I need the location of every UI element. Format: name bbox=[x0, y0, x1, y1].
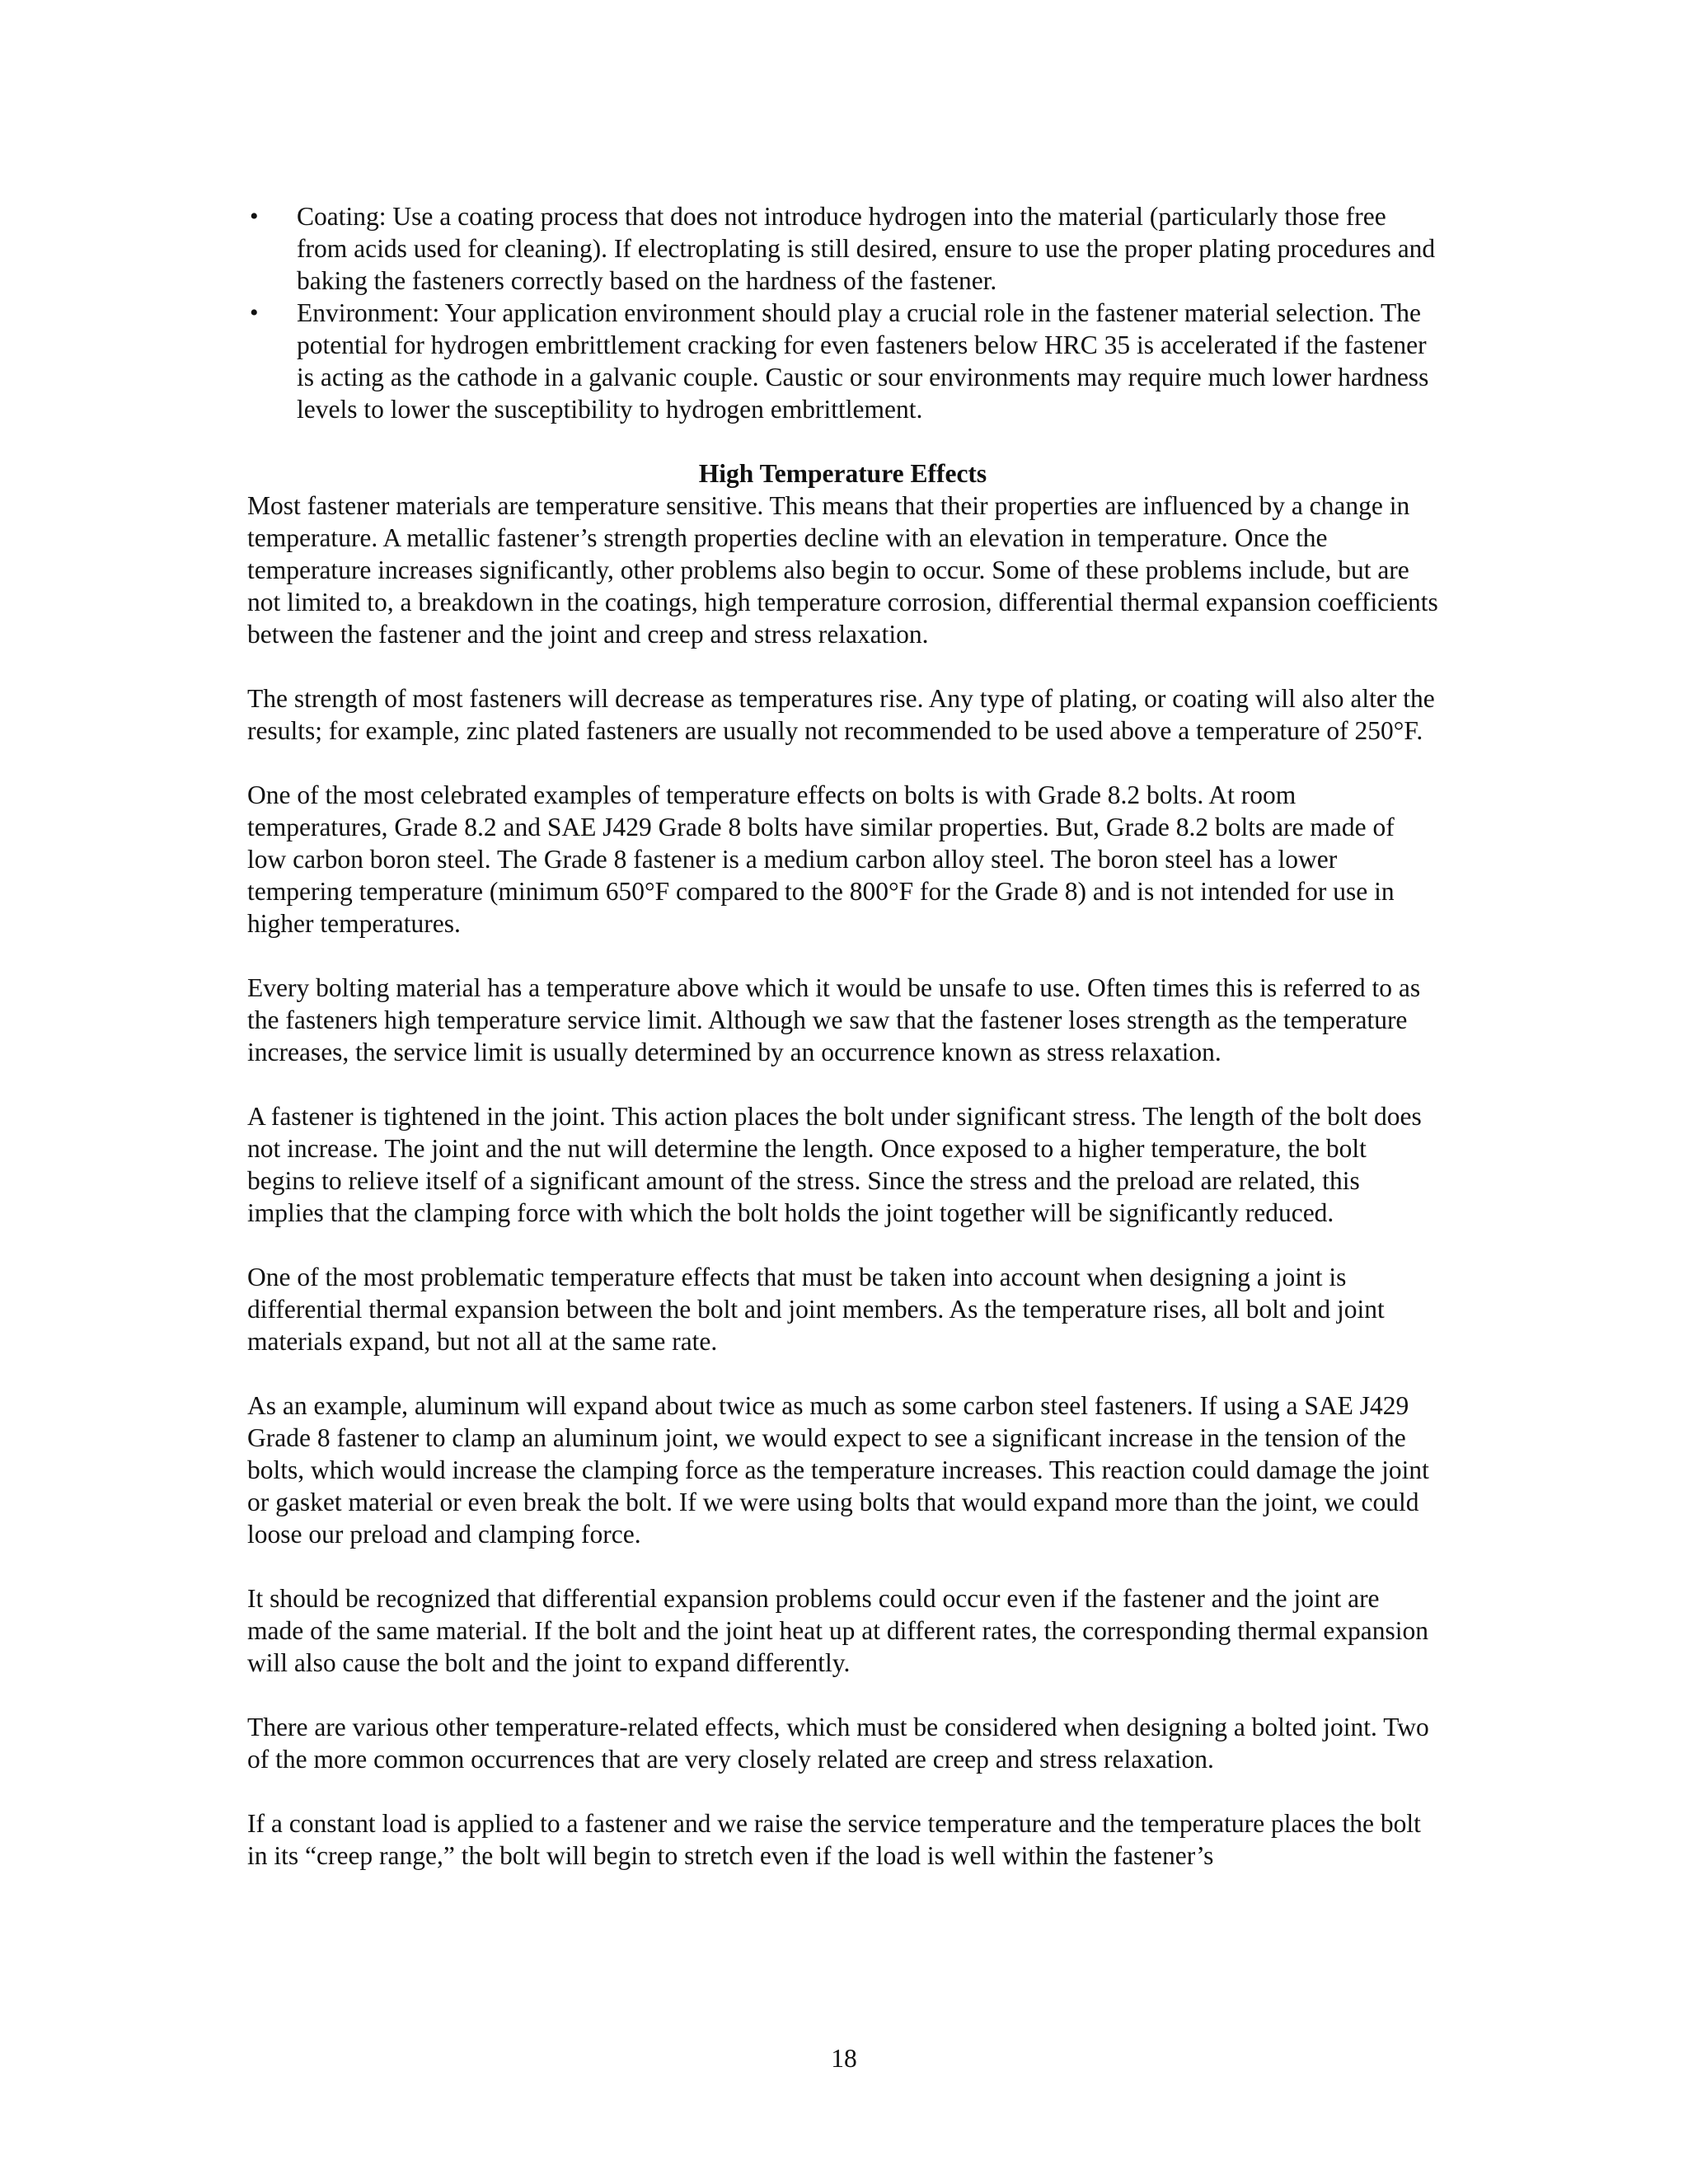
bullet-icon: • bbox=[250, 203, 259, 230]
section-heading: High Temperature Effects bbox=[698, 459, 987, 488]
paragraph: It should be recognized that differential expansion problems could occur even if the fastener and the joint are made of the same material. If the bolt and the joint heat up at different rates, the corresponding thermal expansion will also cause the bolt and the joint to expand differently. bbox=[247, 1584, 1429, 1677]
paragraph: One of the most celebrated examples of temperature effects on bolts is with Grade 8.2 bolts. At room temperatures, Grade 8.2 and SAE J429 Grade 8 bolts have similar properties. But, Grade 8.2 bolts are made of low carbon boron steel. The Grade 8 fastener is a medium carbon alloy steel. The boron steel has a lower tempering temperature (minimum 650°F compared to the 800°F for the Grade 8) and is not intended for use in higher temperatures. bbox=[247, 780, 1395, 938]
bullet-item-environment bbox=[247, 297, 1438, 425]
paragraph: Every bolting material has a temperature above which it would be unsafe to use. Often times this is referred to as the fasteners high temperature service limit. Although we saw that the fastener loses strength as the temperature increases, the service limit is usually determined by an occurrence known as stress relaxation. bbox=[247, 973, 1421, 1066]
paragraph: One of the most problematic temperature effects that must be taken into account when designing a joint is differential thermal expansion between the bolt and joint members. As the temperature rises, all bolt and joint materials expand, but not all at the same rate. bbox=[247, 1263, 1385, 1356]
bullet-text: Coating: Use a coating process that does not introduce hydrogen into the material (particularly those free from acids used for cleaning). If electroplating is still desired, ensure to use the proper plating procedures and baking the fasteners correctly based on the hardness of the fastener. bbox=[297, 202, 1436, 295]
bullet-item-coating bbox=[247, 200, 1438, 297]
bullet-list bbox=[247, 200, 1438, 425]
paragraph: There are various other temperature-related effects, which must be considered when designing a bolted joint. Two of the more common occurrences that are very closely related are creep and stress relaxation. bbox=[247, 1713, 1429, 1774]
paragraph: As an example, aluminum will expand about twice as much as some carbon steel fasteners. If using a SAE J429 Grade 8 fastener to clamp an aluminum joint, we would expect to see a significant increase in the tension of the bolts, which would increase the clamping force as the temperature increases. This reaction could damage the joint or gasket material or even break the bolt. If we were using bolts that would expand more than the joint, we could loose our preload and clamping force. bbox=[247, 1391, 1429, 1549]
paragraph: Most fastener materials are temperature sensitive. This means that their properties are influenced by a change in temperature. A metallic fastener’s strength properties decline with an elevation in temperature. Once the temperature increases significantly, other problems also begin to occur. Some of these problems include, but are not limited to, a breakdown in the coatings, high temperature corrosion, differential thermal expansion coefficients between the fastener and the joint and creep and stress relaxation. bbox=[247, 491, 1438, 649]
paragraph: The strength of most fasteners will decrease as temperatures rise. Any type of plating, or coating will also alter the results; for example, zinc plated fasteners are usually not recommended to be used above a temperature of 250°F. bbox=[247, 684, 1435, 745]
bullet-text: Environment: Your application environment should play a crucial role in the fastener material selection. The potential for hydrogen embrittlement cracking for even fasteners below HRC 35 is accelerated if the fastener is acting as the cathode in a galvanic couple. Caustic or sour environments may require much lower hardness levels to lower the susceptibility to hydrogen embrittlement. bbox=[297, 298, 1429, 424]
page-content bbox=[247, 200, 1438, 1904]
paragraph: If a constant load is applied to a fastener and we raise the service temperature and the temperature places the bolt in its “creep range,” the bolt will begin to stretch even if the load is well within the fastener’s bbox=[247, 1809, 1421, 1870]
page-number: 18 bbox=[831, 2044, 857, 2073]
paragraph: A fastener is tightened in the joint. This action places the bolt under significant stress. The length of the bolt does not increase. The joint and the nut will determine the length. Once exposed to a higher temperature, the bolt begins to relieve itself of a significant amount of the stress. Since the stress and the preload are related, this implies that the clamping force with which the bolt holds the joint together will be significantly reduced. bbox=[247, 1102, 1422, 1227]
bullet-icon: • bbox=[250, 299, 259, 326]
